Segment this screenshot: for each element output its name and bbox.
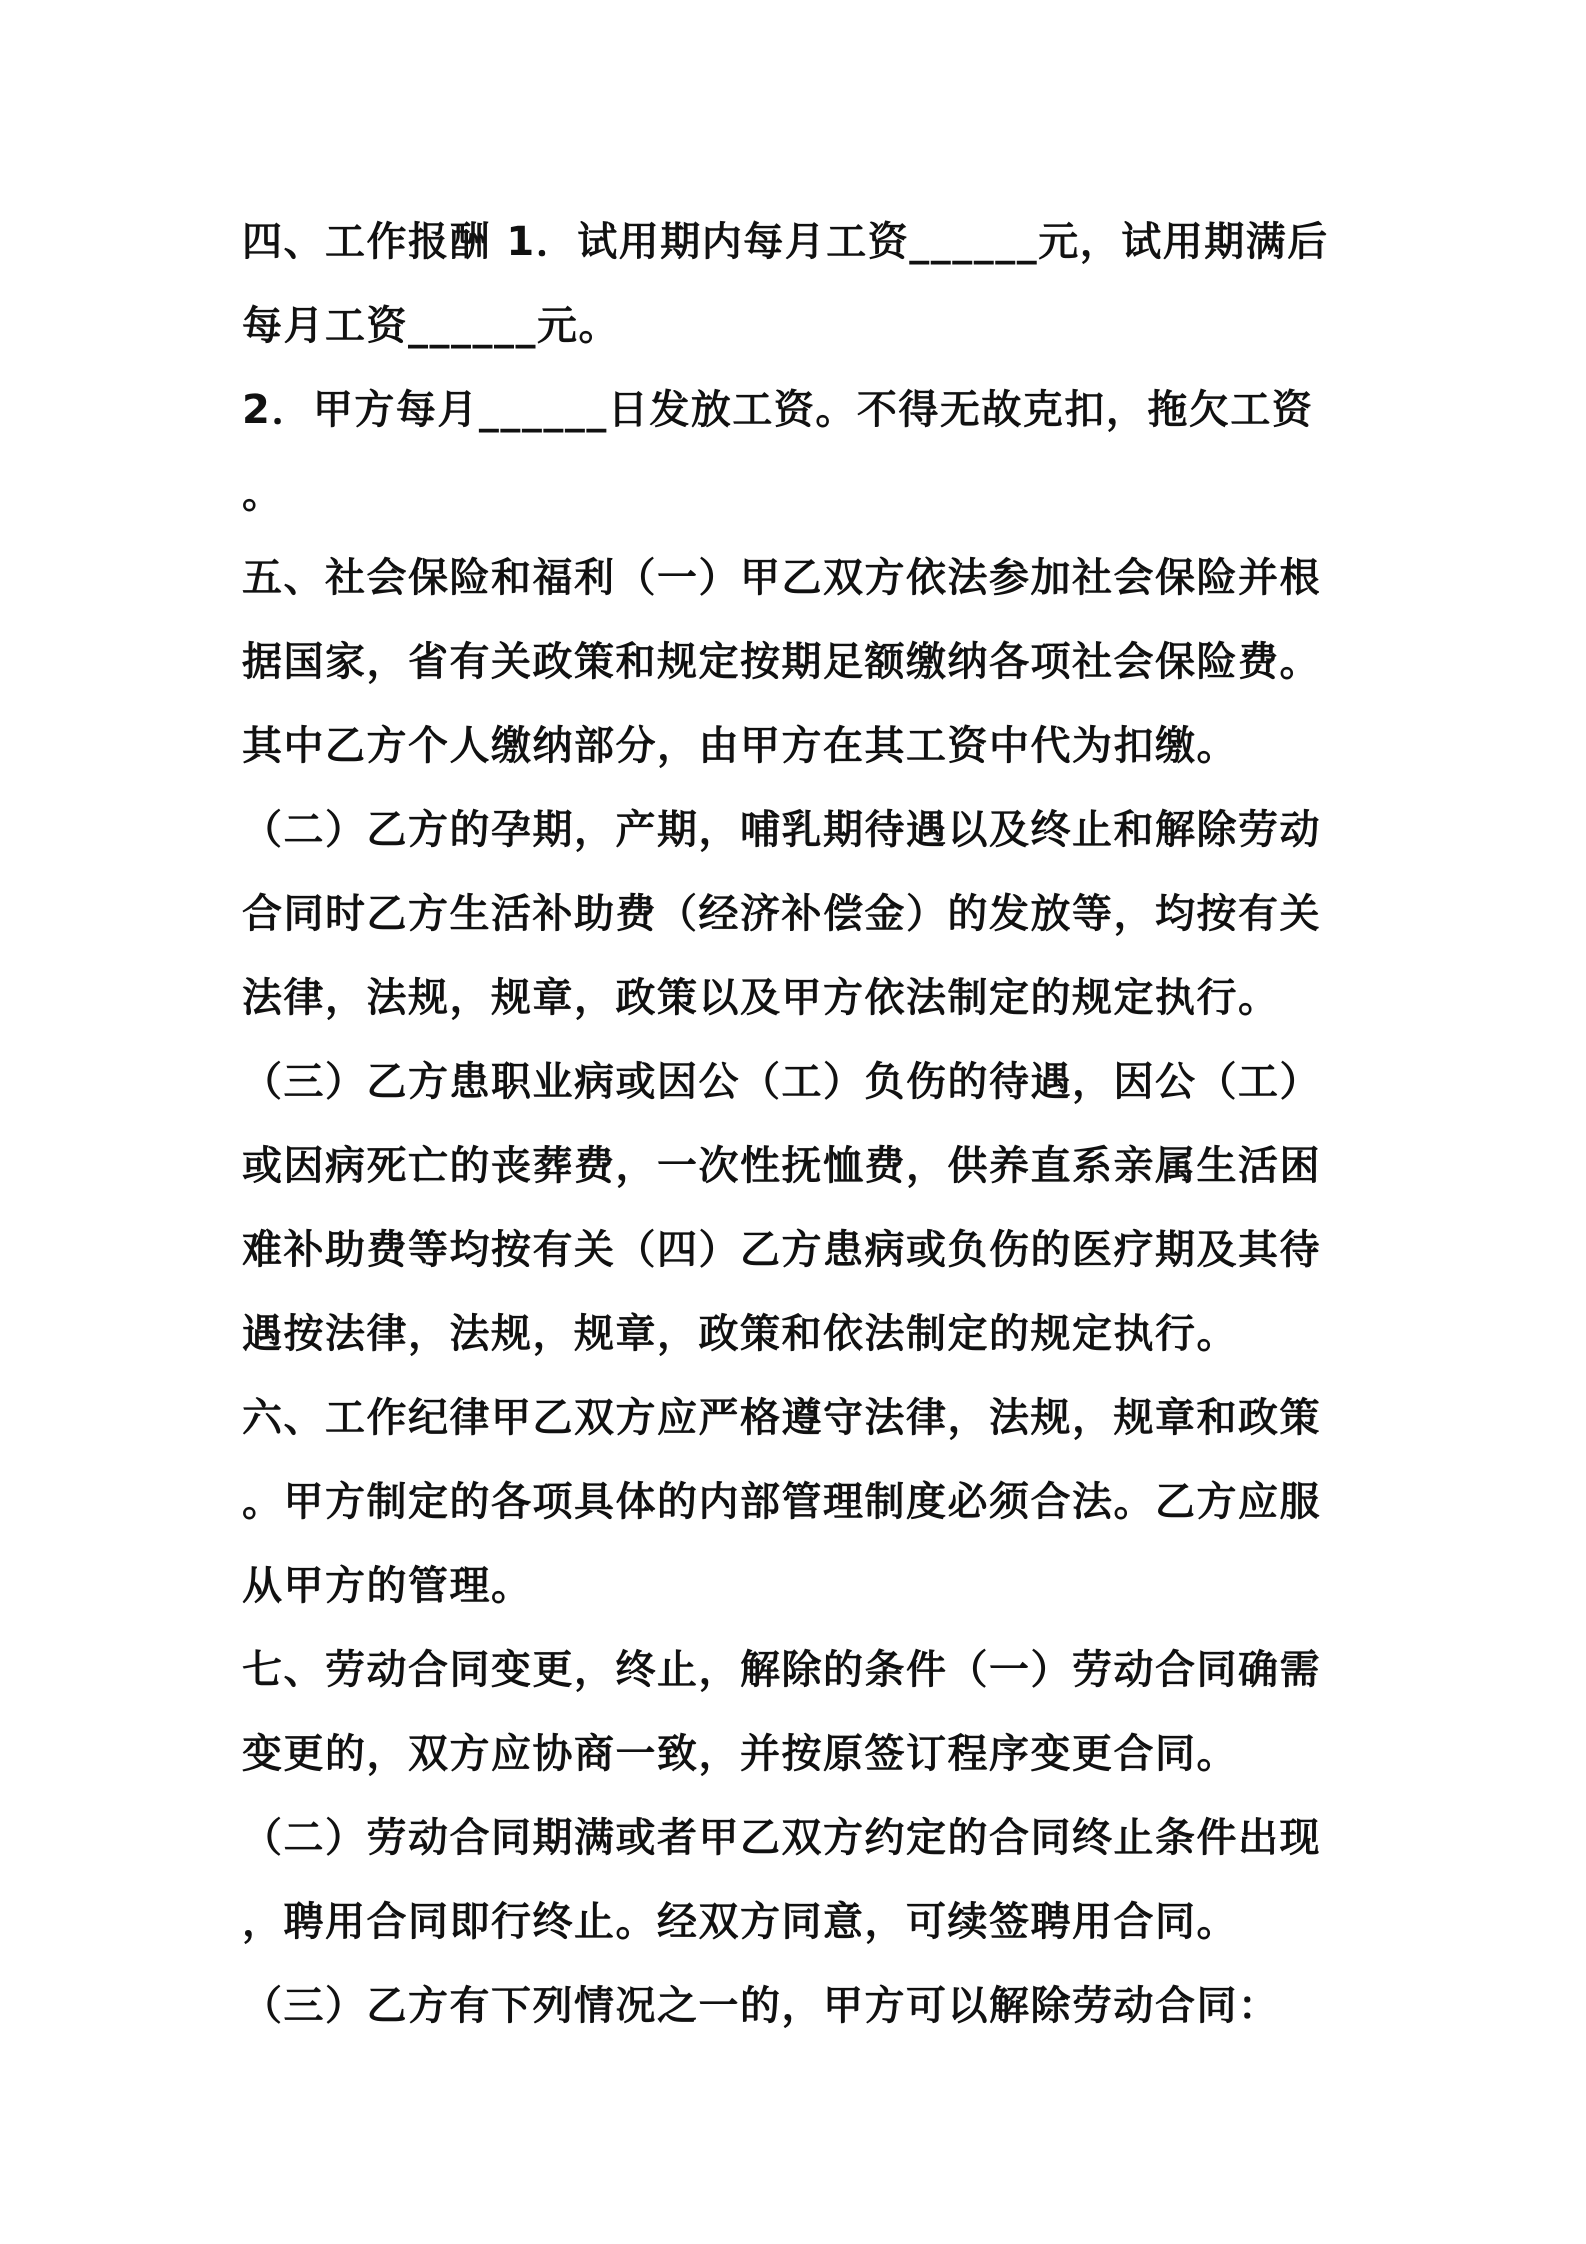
text-line: （二）乙方的孕期，产期，哺乳期待遇以及终止和解除劳动 bbox=[242, 807, 1321, 853]
text-line: ，聘用合同即行终止。经双方同意，可续签聘用合同。 bbox=[242, 1899, 1238, 1945]
text-line: 从甲方的管理。 bbox=[242, 1563, 533, 1609]
text-line: 遇按法律，法规，规章，政策和依法制定的规定执行。 bbox=[242, 1311, 1238, 1357]
text-line: （三）乙方有下列情况之一的，甲方可以解除劳动合同： bbox=[242, 1983, 1280, 2029]
text-line: 据国家，省有关政策和规定按期足额缴纳各项社会保险费。 bbox=[242, 639, 1321, 685]
text-line: 每月工资______元。 bbox=[242, 303, 620, 349]
text-line: 七、劳动合同变更，终止，解除的条件（一）劳动合同确需 bbox=[242, 1647, 1321, 1693]
text-line: 四、工作报酬 1．试用期内每月工资______元，试用期满后 bbox=[242, 219, 1329, 265]
text-line: 或因病死亡的丧葬费，一次性抚恤费，供养直系亲属生活困 bbox=[242, 1143, 1321, 1189]
text-line: 2．甲方每月______日发放工资。不得无故克扣，拖欠工资 bbox=[242, 387, 1314, 433]
text-line: 合同时乙方生活补助费（经济补偿金）的发放等，均按有关 bbox=[242, 891, 1321, 937]
text-line: 法律，法规，规章，政策以及甲方依法制定的规定执行。 bbox=[242, 975, 1280, 1021]
text-line: 六、工作纪律甲乙双方应严格遵守法律，法规，规章和政策 bbox=[242, 1395, 1321, 1441]
text-line: 变更的，双方应协商一致，并按原签订程序变更合同。 bbox=[242, 1731, 1238, 1777]
text-line: （二）劳动合同期满或者甲乙双方约定的合同终止条件出现 bbox=[242, 1815, 1321, 1861]
text-line: 。甲方制定的各项具体的内部管理制度必须合法。乙方应服 bbox=[242, 1479, 1321, 1525]
text-line: 五、社会保险和福利（一）甲乙双方依法参加社会保险并根 bbox=[242, 555, 1321, 601]
text-line: （三）乙方患职业病或因公（工）负伤的待遇，因公（工） bbox=[242, 1059, 1321, 1105]
text-line: 难补助费等均按有关（四）乙方患病或负伤的医疗期及其待 bbox=[242, 1227, 1321, 1273]
text-line: 。 bbox=[242, 471, 284, 517]
text-line: 其中乙方个人缴纳部分，由甲方在其工资中代为扣缴。 bbox=[242, 723, 1238, 769]
document-page bbox=[242, 200, 1354, 2048]
